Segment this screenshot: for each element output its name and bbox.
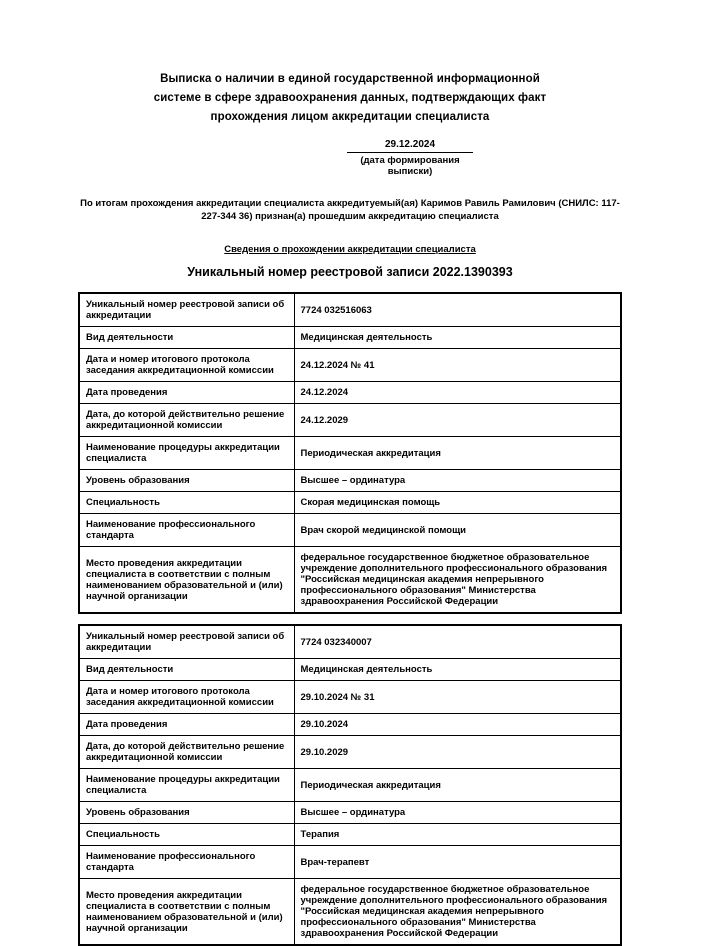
table-row <box>79 681 621 714</box>
table-row <box>79 547 621 614</box>
table-row <box>79 437 621 470</box>
row-label: Место проведения аккредитации специалиста в соответствии с полным наименованием образовательной и (или) научной организации <box>79 879 294 946</box>
row-label: Вид деятельности <box>79 659 294 681</box>
row-value: Терапия <box>294 824 621 846</box>
row-label: Наименование профессионального стандарта <box>79 846 294 879</box>
extract-date: 29.12.2024 <box>347 139 473 153</box>
row-label: Уровень образования <box>79 802 294 824</box>
table-row <box>79 514 621 547</box>
intro-paragraph: По итогам прохождения аккредитации специалиста аккредитуемый(ая) Каримов Равиль Рамилович (СНИЛС: 117-227-344 36) признан(а) прошедшим аккредитацию специалиста <box>80 198 620 222</box>
table-row <box>79 293 621 327</box>
row-label: Дата и номер итогового протокола заседания аккредитационной комиссии <box>79 349 294 382</box>
row-value: 24.12.2024 <box>294 382 621 404</box>
table-row <box>79 736 621 769</box>
row-label: Специальность <box>79 824 294 846</box>
row-label: Дата, до которой действительно решение аккредитационной комиссии <box>79 404 294 437</box>
accreditation-table-2 <box>78 624 622 946</box>
row-value: 29.10.2024 <box>294 714 621 736</box>
row-value: 24.12.2024 № 41 <box>294 349 621 382</box>
table-row <box>79 879 621 946</box>
row-label: Место проведения аккредитации специалиста в соответствии с полным наименованием образовательной и (или) научной организации <box>79 547 294 614</box>
row-value: федеральное государственное бюджетное образовательное учреждение дополнительного профессионального образования "Российская медицинская академия непрерывного профессионального образования" Министерства здравоохранения Российской Федерации <box>294 879 621 946</box>
extract-date-block <box>347 139 473 177</box>
row-label: Специальность <box>79 492 294 514</box>
row-label: Наименование профессионального стандарта <box>79 514 294 547</box>
table-row <box>79 846 621 879</box>
row-value: 7724 032340007 <box>294 625 621 659</box>
row-value: Скорая медицинская помощь <box>294 492 621 514</box>
row-label: Дата и номер итогового протокола заседания аккредитационной комиссии <box>79 681 294 714</box>
extract-date-caption: (дата формирования выписки) <box>360 155 460 177</box>
row-value: Врач-терапевт <box>294 846 621 879</box>
row-label: Дата проведения <box>79 714 294 736</box>
table-row <box>79 824 621 846</box>
table-row <box>79 769 621 802</box>
table-row <box>79 802 621 824</box>
table-row <box>79 349 621 382</box>
row-value: Медицинская деятельность <box>294 327 621 349</box>
document-title <box>78 70 622 127</box>
row-value: Высшее – ординатура <box>294 470 621 492</box>
accreditation-table-1 <box>78 292 622 614</box>
row-label: Вид деятельности <box>79 327 294 349</box>
table-row <box>79 404 621 437</box>
section-heading: Сведения о прохождении аккредитации специалиста <box>224 244 476 255</box>
row-value: Периодическая аккредитация <box>294 437 621 470</box>
table-row <box>79 659 621 681</box>
table-row <box>79 714 621 736</box>
row-label: Наименование процедуры аккредитации специалиста <box>79 769 294 802</box>
registry-number-heading: Уникальный номер реестровой записи 2022.1390393 <box>187 265 513 279</box>
row-label: Наименование процедуры аккредитации специалиста <box>79 437 294 470</box>
document-title-line: Выписка о наличии в единой государственной информационной <box>160 73 540 85</box>
row-label: Уникальный номер реестровой записи об аккредитации <box>79 625 294 659</box>
document-title-line: прохождения лицом аккредитации специалиста <box>210 111 490 123</box>
row-label: Уровень образования <box>79 470 294 492</box>
row-value: 24.12.2029 <box>294 404 621 437</box>
table-row <box>79 625 621 659</box>
row-value: Врач скорой медицинской помощи <box>294 514 621 547</box>
table-row <box>79 382 621 404</box>
row-value: Медицинская деятельность <box>294 659 621 681</box>
row-value: Высшее – ординатура <box>294 802 621 824</box>
row-value: Периодическая аккредитация <box>294 769 621 802</box>
table-row <box>79 470 621 492</box>
row-label: Дата, до которой действительно решение аккредитационной комиссии <box>79 736 294 769</box>
row-value: федеральное государственное бюджетное образовательное учреждение дополнительного профессионального образования "Российская медицинская академия непрерывного профессионального образования" Министерства здравоохранения Российской Федерации <box>294 547 621 614</box>
table-row <box>79 492 621 514</box>
row-value: 7724 032516063 <box>294 293 621 327</box>
table-row <box>79 327 621 349</box>
row-label: Уникальный номер реестровой записи об аккредитации <box>79 293 294 327</box>
document-title-line: системе в сфере здравоохранения данных, подтверждающих факт <box>153 92 547 104</box>
row-label: Дата проведения <box>79 382 294 404</box>
row-value: 29.10.2024 № 31 <box>294 681 621 714</box>
row-value: 29.10.2029 <box>294 736 621 769</box>
